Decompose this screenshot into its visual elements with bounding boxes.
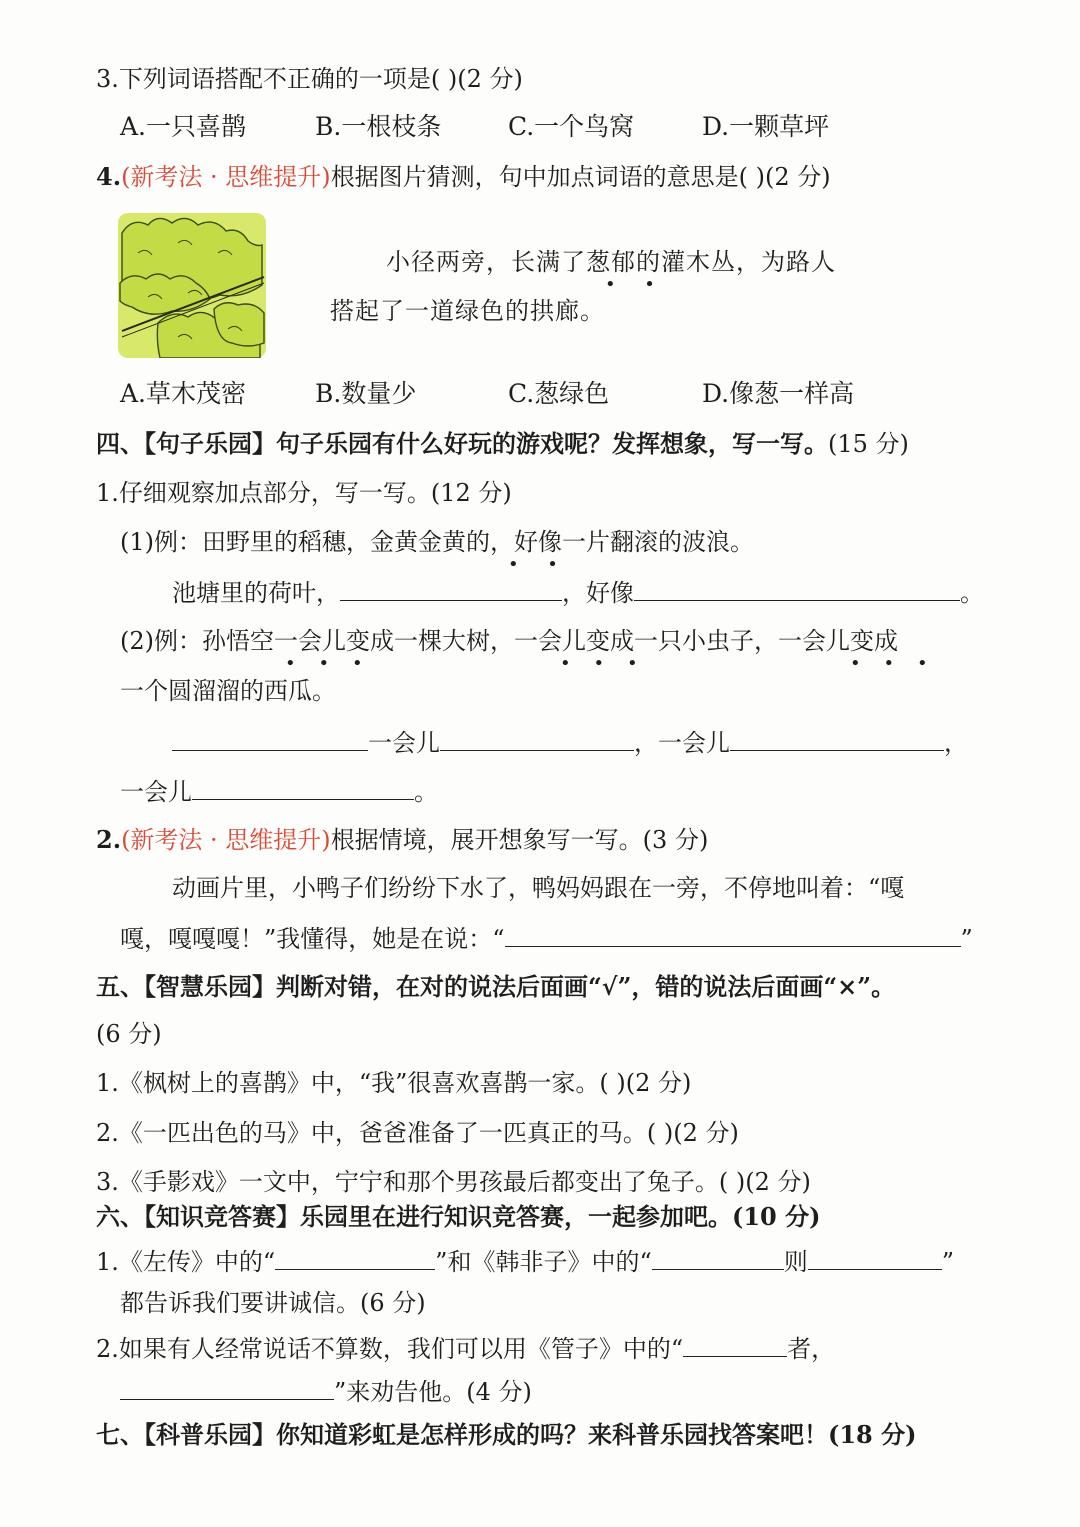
section4-q2-stem-line: [96, 825, 708, 855]
section6-q1-line: [96, 1245, 954, 1277]
fill1-prompt-b: ，好像: [562, 579, 634, 607]
fill1-prompt-a: 池塘里的荷叶，: [172, 579, 340, 607]
fill1-blank-a[interactable]: [340, 576, 562, 601]
section4-fill1-line: [172, 576, 984, 608]
section4-q1-stem: 1.仔细观察加点部分，写一写。(12 分): [96, 479, 512, 507]
section4-example2-line2: 一个圆溜溜的西瓜。: [120, 677, 336, 705]
fill2-blank-c[interactable]: [730, 726, 944, 751]
section4-q2-text1: 动画片里，小鸭子们纷纷下水了，鸭妈妈跟在一旁，不停地叫着：“嘎: [172, 874, 905, 902]
q4-stem-line: [96, 162, 831, 192]
q3-option-b[interactable]: B.一根枝条: [315, 112, 442, 141]
section4-q2-tag: (新考法 · 思维提升): [121, 826, 331, 854]
section4-fill2-line: [172, 726, 968, 758]
section5-item-3[interactable]: 3.《手影戏》一文中，宁宁和那个男孩最后都变出了兔子。( )(2 分): [96, 1168, 811, 1196]
section6-q1-line2: 都告诉我们要讲诚信。(6 分): [120, 1289, 426, 1317]
example2-emphasis-dots-1: • • •: [285, 653, 363, 674]
section6-q2-line2: [120, 1375, 532, 1407]
section6-q1-c: 则: [783, 1248, 808, 1276]
fill2-blank-d[interactable]: [192, 775, 414, 800]
section4-title: 四、【句子乐园】句子乐园有什么好玩的游戏呢？发挥想象，写一写。: [96, 429, 828, 458]
q4-option-d[interactable]: D.像葱一样高: [702, 379, 855, 408]
section4-fill2-line2: [120, 775, 438, 807]
section5-item-1[interactable]: 1.《枫树上的喜鹊》中，“我”很喜欢喜鹊一家。( )(2 分): [96, 1069, 692, 1097]
section4-q2-close-quote: ”: [960, 925, 973, 953]
q3-option-d[interactable]: D.一颗草坪: [702, 112, 830, 141]
q4-sentence-line2: 搭起了一道绿色的拱廊。: [330, 297, 605, 325]
section4-q2-text2-line: [120, 922, 973, 954]
section6-q2-a: 2.如果有人经常说话不算数，我们可以用《管子》中的“: [96, 1335, 684, 1363]
fill2-blank-b[interactable]: [440, 726, 634, 751]
q4-emphasis-dots: • •: [605, 274, 655, 295]
fill2-word-b: 一会儿: [658, 729, 730, 757]
q3-option-a[interactable]: A.一只喜鹊: [120, 112, 247, 141]
section4-example2-line1: (2)例：孙悟空一会儿变成一棵大树，一会儿变成一只小虫子，一会儿变成: [120, 627, 898, 655]
q4-option-b[interactable]: B.数量少: [315, 379, 417, 408]
fill1-blank-b[interactable]: [634, 576, 960, 601]
fill2-blank-a[interactable]: [172, 726, 368, 751]
fill2-comma-b: ，: [944, 729, 968, 757]
section6-q1-a: 1.《左传》中的“: [96, 1248, 276, 1276]
section6-q2-line2-text: ”来劝告他。(4 分): [334, 1378, 532, 1406]
section6-q1-blank-1[interactable]: [275, 1245, 435, 1270]
fill2-word-a: 一会儿: [368, 729, 440, 757]
section4-q2-number: 2.: [96, 825, 122, 854]
section6-q1-blank-2[interactable]: [652, 1245, 784, 1270]
q4-stem: 根据图片猜测，句中加点词语的意思是( )(2 分): [330, 163, 831, 191]
section6-q2-b: 者，: [787, 1335, 836, 1363]
section4-q2-text2: 嘎，嘎嘎嘎！”我懂得，她是在说：“: [120, 925, 505, 953]
section5-title: 五、【智慧乐园】判断对错，在对的说法后面画“√”，错的说法后面画“×”。: [96, 972, 896, 1001]
q4-number: 4.: [96, 162, 122, 191]
q4-tag: (新考法 · 思维提升): [121, 163, 331, 191]
section6-q1-b: ”和《韩非子》中的“: [435, 1248, 652, 1276]
q3-option-c[interactable]: C.一个鸟窝: [508, 112, 635, 141]
q3-stem: 3.下列词语搭配不正确的一项是( )(2 分): [96, 65, 523, 93]
section4-heading: [96, 429, 909, 459]
section4-example1: (1)例：田野里的稻穗，金黄金黄的，好像一片翻滚的波浪。: [120, 528, 754, 556]
section5-item-2[interactable]: 2.《一匹出色的马》中，爸爸准备了一匹真正的马。( )(2 分): [96, 1119, 739, 1147]
fill1-period: 。: [960, 579, 984, 607]
section5-score: (6 分): [96, 1020, 162, 1048]
example2-emphasis-dots-3: • • •: [850, 653, 928, 674]
fill2-comma-a: ，: [634, 729, 658, 757]
fill2-word-c: 一会儿: [120, 778, 192, 806]
section4-score: (15 分): [828, 430, 909, 458]
example2-emphasis-dots-2: • • •: [560, 653, 638, 674]
q4-option-a[interactable]: A.草木茂密: [120, 379, 247, 408]
section6-q2-line: [96, 1332, 835, 1364]
section6-q2-blank-1[interactable]: [683, 1332, 787, 1357]
section6-q1-blank-3[interactable]: [808, 1245, 942, 1270]
section7-title: 七、【科普乐园】你知道彩虹是怎样形成的吗？来科普乐园找答案吧！(18 分): [96, 1420, 917, 1449]
section6-title: 六、【知识竞答赛】乐园里在进行知识竞答赛，一起参加吧。(10 分): [96, 1202, 821, 1231]
q4-option-c[interactable]: C.葱绿色: [508, 379, 610, 408]
section6-q1-d: ”: [941, 1248, 954, 1276]
q4-sentence-line1: 小径两旁，长满了葱郁的灌木丛，为路人: [386, 248, 836, 276]
section4-q2-stem: 根据情境，展开想象写一写。(3 分): [330, 826, 709, 854]
fill2-period: 。: [414, 778, 438, 806]
section4-q2-blank[interactable]: [505, 922, 961, 947]
section6-q2-blank-2[interactable]: [120, 1375, 334, 1400]
example1-emphasis-dots: • •: [508, 554, 558, 575]
bushes-illustration: [118, 213, 266, 358]
